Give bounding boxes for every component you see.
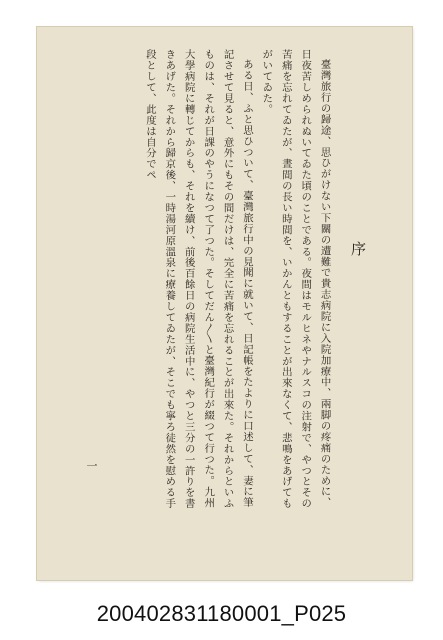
page-number: 一 [85,460,98,471]
preface-title: 序 [349,241,367,258]
preface-text-block [92,49,367,519]
preface-paragraph-2: ある日、ふと思ひついて、臺灣旅行中の見聞に就いて、日記帳をたよりに口述して、妻に筆記させて見ると、意外にもその間だけは、完全に苦痛を忘れることが出來た。それからといふものは、それが日課のやうになつて了つた。そしてだん〳〵と臺灣紀行が綴つて行つた。九州大學病院に轉じてからも、それを續け、前後百餘日の病院生活中に、やつと三分の一許りを書きあげた。それから歸京後、一時湯河原溫泉に療養してゐたが、そこでも寧ろ徒然を慰める手段として、此度は自分でペ [143,49,253,509]
book-page [37,27,412,580]
preface-paragraph-1: 臺灣旅行の歸途、思ひがけない下關の遭難で貴志病院に入院加療中、兩脚の疼痛のために、日夜苦しめられぬいてゐた頃のことである。夜間はモルヒネやナルスコの注射で、やつとその苦痛を忘れてゐたが、晝間の長い時間を、いかんともすることが出來なくて、悲鳴をあげてもがいてゐた。 [260,49,331,509]
image-id-caption: 200402831180001_P025 [96,601,347,626]
